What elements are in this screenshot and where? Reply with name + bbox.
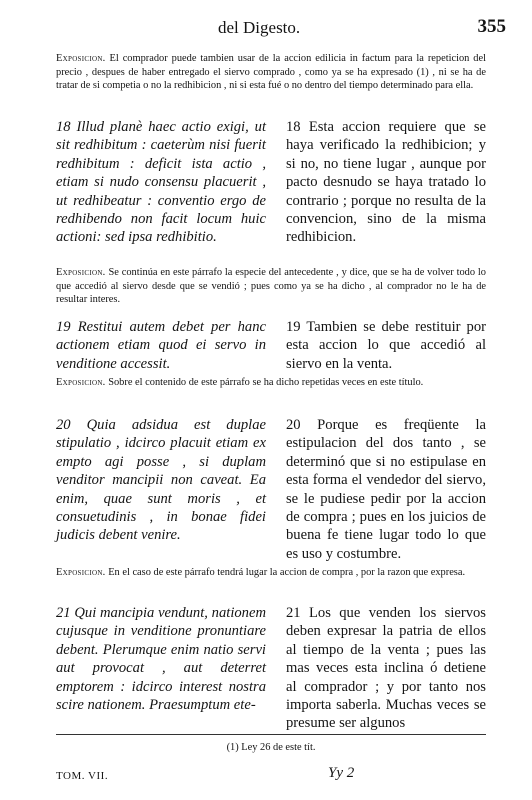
exposicion-label: Exposicion. (56, 377, 106, 388)
exposicion-label: Exposicion. (56, 53, 106, 64)
exposicion-text: Sobre el contenido de este párrafo se ha dicho repetidas veces en este título. (108, 377, 424, 388)
spanish-paragraph-19: 19 Tambien se debe restituir por esta accion lo que accedió al siervo en la venta. (286, 319, 486, 372)
exposicion-label: Exposicion. (56, 267, 106, 278)
spanish-paragraph-21: 21 Los que venden los siervos deben expresar la patria de ellos al tiempo de la venta ; pues las mas veces esta inclina ó detiene al comprador ; y por tanto nos importa saberla. Muchas veces se presume ser algunos (286, 605, 486, 732)
spanish-paragraph-18: 18 Esta accion requiere que se haya verificado la redhibicion; y si no, no tiene lugar , aunque por pacto desnudo se haya tratado lo contrario ; porque no resulta de la convencion, sino de la misma redhibicion. (286, 119, 486, 246)
page-number: 355 (477, 16, 506, 37)
exposicion-3 (56, 376, 486, 390)
exposicion-1 (56, 52, 486, 93)
exposicion-text: En el caso de este párrafo tendrá lugar la accion de compra , por la razon que expresa. (108, 567, 466, 578)
footnote: (1) Ley 26 de este tít. (226, 742, 316, 753)
exposicion-text: El comprador puede tambien usar de la accion edilicia in factum para la repeticion del precio , despues de haber entregado el siervo comprado , como ya se ha expresado (1) , ni se ha de tratar de si competia o no la redhibicion , ni si esta fué o no dentro del tiempo determinado para ella. (56, 53, 486, 92)
latin-paragraph-21: 21 Qui mancipia vendunt, nationem cujusque in venditione pronuntiare debent. Plerumque enim natio servi aut provocat , aut deterret emptorem : idcirco interest nostra scire nationem. Praesumptum ete- (56, 605, 266, 714)
spanish-paragraph-20: 20 Porque es freqüente la estipulacion del dos tanto , se determinó que si no estipulase en esta forma el vendedor del siervo, se le pudiese pedir por la accion de compra ; pues en los juicios de buena fe tiene lugar todo lo que es uso y costumbre. (286, 417, 486, 562)
latin-paragraph-20: 20 Quia adsidua est duplae stipulatio , idcirco placuit etiam ex empto agi posse , si duplam venditor mancipii non caveat. Ea enim, quae sunt moris , et consuetudinis , in bonae fidei judicis debent venire. (56, 417, 266, 544)
exposicion-label: Exposicion. (56, 567, 106, 578)
exposicion-2 (56, 266, 486, 307)
footnote-rule (56, 734, 486, 735)
volume-mark: TOM. VII. (56, 770, 109, 782)
running-title: del Digesto. (218, 18, 301, 37)
signature-mark: Yy 2 (328, 765, 355, 781)
page-header (0, 16, 532, 40)
latin-paragraph-18: 18 Illud planè haec actio exigi, ut sit redhibitum : caeterùm nisi fuerit redhibitum : deficit ista actio , etiam si nudo consensu placuerit , ut redhibeatur : conventio ergo de redhibendo non facit locum huic actioni: sed ipsa redhibitio. (56, 119, 266, 246)
latin-paragraph-19: 19 Restitui autem debet per hanc actionem etiam quod ei servo in venditione accessit. (56, 319, 266, 372)
exposicion-4 (56, 566, 486, 580)
exposicion-text: Se continúa en este párrafo la especie del antecedente , y dice, que se ha de volver todo lo que accedió al siervo desde que se vendió ; pues como ya se ha dicho , al comprador no le ha de resultar interes. (56, 267, 486, 306)
